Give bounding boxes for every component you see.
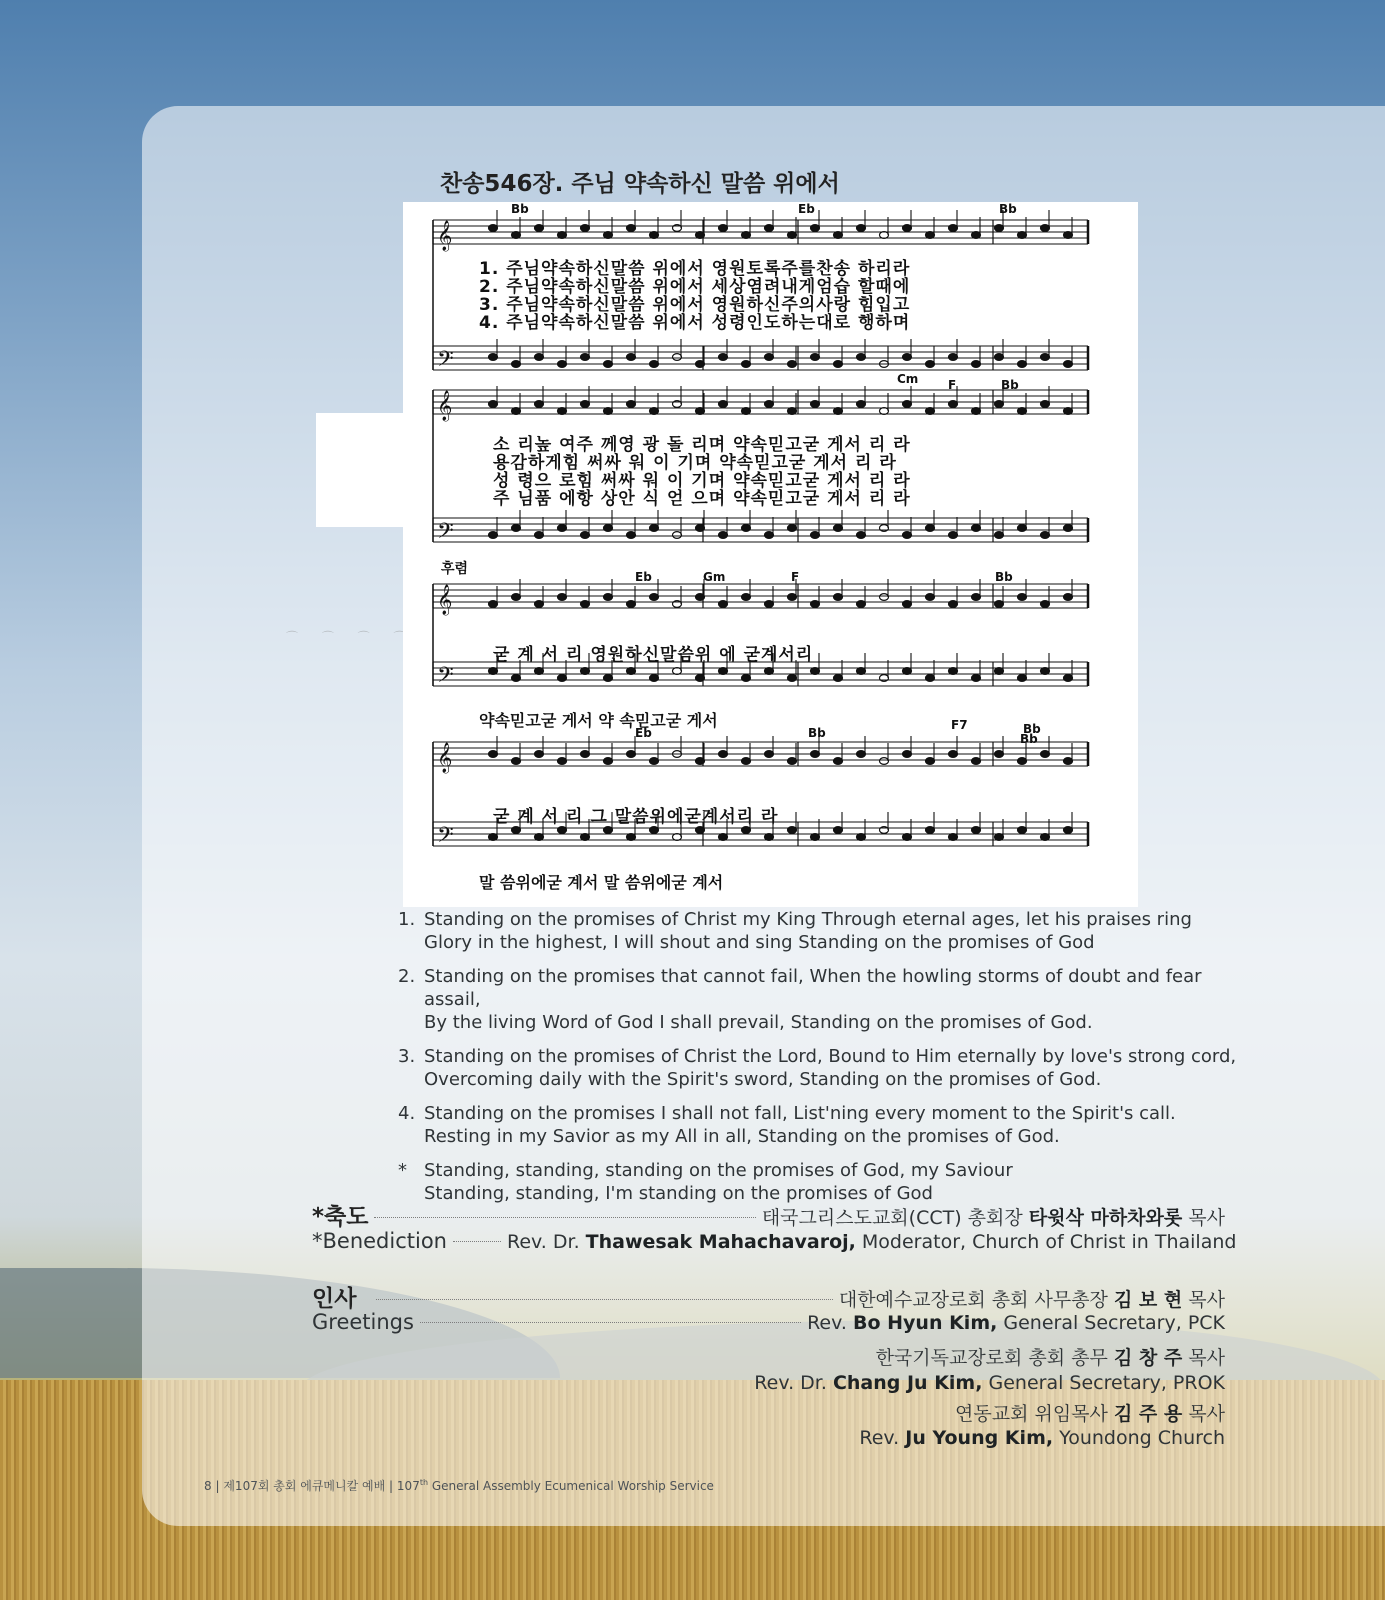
note-head	[581, 668, 590, 675]
note-head	[742, 232, 751, 239]
note-head	[581, 401, 590, 408]
note-head	[880, 232, 889, 239]
note-head	[558, 232, 567, 239]
note-head	[604, 232, 613, 239]
verse-line: Glory in the highest, I will shout and sing Standing on the promises of God	[424, 932, 1095, 953]
verse-line: By the living Word of God I shall prevail, Standing on the promises of God.	[424, 1012, 1093, 1033]
note-head	[788, 594, 797, 601]
note-head	[972, 525, 981, 532]
note-head	[1064, 361, 1073, 368]
note-head	[811, 834, 820, 841]
note-head	[1041, 354, 1050, 361]
note-head	[834, 361, 843, 368]
verse-line: Standing, standing, standing on the promises of God, my Saviour	[424, 1160, 1013, 1181]
note-head	[489, 532, 498, 539]
note-head	[512, 675, 521, 682]
footer-separator: |	[215, 1479, 220, 1493]
treble-clef-icon: 𝄞	[437, 743, 453, 773]
note-head	[1041, 532, 1050, 539]
benediction-korean-row	[312, 1198, 1225, 1231]
note-head	[696, 675, 705, 682]
note-head	[627, 668, 636, 675]
greetings-speaker-2-korean: 한국기독교장로회 총회 총무 김 창 주 목사	[875, 1347, 1225, 1369]
note-head	[627, 751, 636, 758]
note-head	[765, 401, 774, 408]
note-head	[1064, 408, 1073, 415]
verse-item	[398, 1045, 1238, 1091]
note-head	[650, 675, 659, 682]
verse-line: Standing on the promises that cannot fail, When the howling storms of doubt and fear assail,	[424, 966, 1202, 1010]
note-head	[558, 361, 567, 368]
page-number: 8	[204, 1479, 212, 1493]
refrain-lyric-1: 굳 계 서 리 영원하신말씀위 에 굳계서리	[493, 645, 814, 665]
white-patch	[316, 413, 406, 527]
note-head	[949, 668, 958, 675]
note-head	[811, 751, 820, 758]
note-head	[719, 401, 728, 408]
note-head	[696, 525, 705, 532]
note-head	[581, 225, 590, 232]
chord-symbol: Eb	[798, 202, 815, 216]
note-head	[995, 751, 1004, 758]
chord-symbol: Bb	[1023, 722, 1041, 736]
note-head	[1041, 834, 1050, 841]
note-head	[512, 408, 521, 415]
note-head	[903, 668, 912, 675]
verse-line: Resting in my Savior as my All in all, Standing on the promises of God.	[424, 1126, 1060, 1147]
lyric-line: 주 님품 에항 상안 식 얻 으며 약속믿고굳 게서 리 라	[493, 489, 911, 509]
note-head	[1018, 827, 1027, 834]
english-verses	[398, 908, 1238, 1216]
benediction-korean-speaker: 태국그리스도교회(CCT) 총회장 타윗삭 마하차와롯 목사	[761, 1207, 1225, 1229]
greetings-speaker-1-english: Rev. Bo Hyun Kim, General Secretary, PCK	[807, 1312, 1225, 1334]
note-head	[972, 232, 981, 239]
note-head	[558, 594, 567, 601]
note-head	[903, 601, 912, 608]
note-head	[972, 361, 981, 368]
note-head	[995, 225, 1004, 232]
note-head	[489, 601, 498, 608]
lyric-line: 성 령으 로힘 써싸 워 이 기며 약속믿고굳 게서 리 라	[493, 471, 911, 491]
note-head	[627, 354, 636, 361]
note-head	[650, 408, 659, 415]
note-head	[1064, 675, 1073, 682]
treble-clef-icon: 𝄞	[437, 585, 453, 615]
note-head	[627, 532, 636, 539]
note-head	[788, 675, 797, 682]
verse-number: 4.	[398, 1103, 416, 1124]
bass-clef-icon: 𝄢	[437, 823, 454, 853]
note-head	[765, 751, 774, 758]
note-head	[581, 834, 590, 841]
bass-clef-icon: 𝄢	[437, 663, 454, 693]
note-head	[1041, 225, 1050, 232]
note-head	[765, 601, 774, 608]
note-head	[903, 751, 912, 758]
note-head	[811, 668, 820, 675]
note-head	[581, 532, 590, 539]
chord-symbol: Gm	[703, 570, 726, 584]
note-head	[627, 401, 636, 408]
note-head	[581, 751, 590, 758]
note-head	[719, 601, 728, 608]
lyric-line: 1. 주님약속하신말씀 위에서 영원토록주를찬송 하리라	[479, 259, 911, 279]
note-head	[742, 594, 751, 601]
note-head	[489, 225, 498, 232]
note-head	[1041, 601, 1050, 608]
note-head	[535, 834, 544, 841]
lyric-line: 4. 주님약속하신말씀 위에서 성령인도하는대로 행하며	[479, 313, 911, 333]
note-head	[995, 668, 1004, 675]
note-head	[903, 401, 912, 408]
note-head	[972, 408, 981, 415]
note-head	[765, 354, 774, 361]
note-head	[857, 601, 866, 608]
verse-number: 2.	[398, 966, 416, 987]
treble-clef-icon: 𝄞	[437, 391, 453, 421]
leader-dots	[453, 1241, 501, 1242]
note-head	[1018, 594, 1027, 601]
note-head	[995, 401, 1004, 408]
note-head	[558, 758, 567, 765]
note-head	[696, 408, 705, 415]
note-head	[1041, 668, 1050, 675]
note-head	[1041, 751, 1050, 758]
note-head	[926, 361, 935, 368]
note-head	[627, 225, 636, 232]
note-head	[949, 601, 958, 608]
note-head	[995, 601, 1004, 608]
note-head	[535, 751, 544, 758]
note-head	[811, 354, 820, 361]
refrain-bass-lyric-2: 말 씀위에굳 계서 말 씀위에굳 계서	[479, 873, 724, 892]
note-head	[811, 401, 820, 408]
note-head	[834, 232, 843, 239]
note-head	[834, 408, 843, 415]
greetings-speaker-1-korean: 대한예수교장로회 총회 사무총장 김 보 현 목사	[838, 1289, 1225, 1311]
note-head	[604, 675, 613, 682]
note-head	[1018, 361, 1027, 368]
note-head	[811, 601, 820, 608]
lyrics-block-1	[479, 260, 910, 332]
note-head	[742, 525, 751, 532]
note-head	[650, 758, 659, 765]
benediction-english-heading: *Benediction	[312, 1229, 447, 1253]
leader-dots	[376, 1299, 832, 1300]
note-head	[673, 532, 682, 539]
note-head	[581, 354, 590, 361]
verse-line: Standing on the promises of Christ my King Through eternal ages, let his praises ring	[424, 909, 1192, 930]
note-head	[811, 532, 820, 539]
note-head	[788, 361, 797, 368]
lyric-line: 용감하게힘 써싸 워 이 기며 약속믿고굳 게서 리 라	[493, 453, 897, 473]
chord-symbol: F7	[951, 718, 968, 732]
note-head	[489, 751, 498, 758]
note-head	[650, 594, 659, 601]
note-head	[1064, 232, 1073, 239]
benediction-english-row	[312, 1229, 1237, 1253]
note-head	[719, 225, 728, 232]
note-head	[489, 401, 498, 408]
chord-symbol: Bb	[1020, 732, 1038, 746]
note-head	[696, 361, 705, 368]
note-head	[834, 594, 843, 601]
greetings-speaker-2-english: Rev. Dr. Chang Ju Kim, General Secretary, PROK	[754, 1372, 1225, 1394]
note-head	[696, 758, 705, 765]
note-head	[742, 408, 751, 415]
note-head	[604, 525, 613, 532]
verse-item	[398, 908, 1238, 954]
note-head	[972, 675, 981, 682]
note-head	[949, 751, 958, 758]
chord-symbol: Eb	[635, 570, 652, 584]
note-head	[719, 668, 728, 675]
verse-text	[424, 1045, 1236, 1091]
note-head	[857, 834, 866, 841]
chord-symbol: F	[948, 378, 957, 392]
note-head	[880, 758, 889, 765]
note-head	[581, 601, 590, 608]
greetings-korean-row	[312, 1280, 1225, 1313]
note-head	[673, 668, 682, 675]
note-head	[995, 354, 1004, 361]
note-head	[719, 751, 728, 758]
greetings-speaker-3-english: Rev. Ju Young Kim, Youndong Church	[859, 1427, 1225, 1449]
benediction-english-speaker: Rev. Dr. Thawesak Mahachavaroj, Moderator, Church of Christ in Thailand	[507, 1231, 1237, 1253]
note-head	[880, 408, 889, 415]
note-head	[604, 594, 613, 601]
note-head	[1018, 232, 1027, 239]
verse-text	[424, 965, 1238, 1034]
note-head	[512, 525, 521, 532]
note-head	[627, 601, 636, 608]
lyrics-block-2	[493, 436, 911, 508]
note-head	[834, 758, 843, 765]
verse-number: 1.	[398, 909, 416, 930]
note-head	[880, 594, 889, 601]
verse-line: Standing on the promises I shall not fall, List'ning every moment to the Spirit's call.	[424, 1103, 1176, 1124]
greetings-speaker-3-korean: 연동교회 위임목사 김 주 용 목사	[955, 1403, 1225, 1425]
note-head	[512, 232, 521, 239]
note-head	[535, 668, 544, 675]
note-head	[696, 232, 705, 239]
footer-korean-title: 제107회 총회 에큐메니칼 예배	[223, 1479, 386, 1493]
note-head	[558, 525, 567, 532]
note-head	[857, 225, 866, 232]
note-head	[604, 361, 613, 368]
chord-symbol: Bb	[511, 202, 529, 216]
note-head	[489, 834, 498, 841]
note-head	[949, 401, 958, 408]
note-head	[650, 827, 659, 834]
note-head	[535, 532, 544, 539]
note-head	[834, 827, 843, 834]
note-head	[604, 408, 613, 415]
refrain-label: 후렴	[441, 561, 469, 577]
verse-item	[398, 965, 1238, 1034]
greetings-english-heading: Greetings	[312, 1310, 414, 1334]
note-head	[696, 594, 705, 601]
chord-symbol: Bb	[995, 570, 1013, 584]
note-head	[535, 354, 544, 361]
note-head	[742, 361, 751, 368]
note-head	[788, 408, 797, 415]
sheet-music	[403, 202, 1138, 907]
note-head	[903, 834, 912, 841]
note-head	[719, 532, 728, 539]
note-head	[489, 668, 498, 675]
note-head	[673, 354, 682, 361]
lyric-line: 2. 주님약속하신말씀 위에서 세상염려내게엄습 할때에	[479, 277, 911, 297]
note-head	[972, 827, 981, 834]
treble-clef-icon: 𝄞	[437, 221, 453, 251]
verse-line: Standing on the promises of Christ the Lord, Bound to Him eternally by love's strong cord,	[424, 1046, 1237, 1067]
note-head	[650, 361, 659, 368]
footer-english-number: 107	[396, 1479, 420, 1493]
note-head	[558, 827, 567, 834]
note-head	[512, 361, 521, 368]
note-head	[742, 675, 751, 682]
note-head	[949, 834, 958, 841]
note-head	[696, 827, 705, 834]
note-head	[903, 354, 912, 361]
chord-symbol: Bb	[808, 726, 826, 740]
note-head	[489, 354, 498, 361]
note-head	[742, 827, 751, 834]
lyric-line: 3. 주님약속하신말씀 위에서 영원하신주의사랑 힘입고	[479, 295, 911, 315]
note-head	[972, 758, 981, 765]
note-head	[1064, 594, 1073, 601]
verse-item	[398, 1102, 1238, 1148]
note-head	[788, 525, 797, 532]
note-head	[558, 408, 567, 415]
footer-separator: |	[389, 1479, 394, 1493]
note-head	[857, 401, 866, 408]
note-head	[1041, 401, 1050, 408]
lyric-line: 소 리높 여주 께영 광 돌 리며 약속믿고굳 게서 리 라	[493, 435, 911, 455]
note-head	[1064, 525, 1073, 532]
note-head	[1018, 408, 1027, 415]
note-head	[765, 668, 774, 675]
note-head	[903, 225, 912, 232]
note-head	[926, 594, 935, 601]
verse-line: Standing, standing, I'm standing on the promises of God	[424, 1183, 933, 1204]
note-head	[926, 525, 935, 532]
benediction-korean-heading: *축도	[312, 1204, 369, 1230]
note-head	[788, 232, 797, 239]
note-head	[627, 834, 636, 841]
note-head	[1064, 758, 1073, 765]
leader-dots	[374, 1217, 755, 1218]
bass-clef-icon: 𝄢	[437, 519, 454, 549]
note-head	[995, 532, 1004, 539]
chord-symbol: Bb	[1001, 378, 1019, 392]
note-head	[834, 525, 843, 532]
note-head	[788, 758, 797, 765]
note-head	[972, 594, 981, 601]
note-head	[765, 532, 774, 539]
footer-english-title: General Assembly Ecumenical Worship Service	[431, 1479, 714, 1493]
note-head	[926, 232, 935, 239]
bass-clef-icon: 𝄢	[437, 347, 454, 377]
note-head	[834, 675, 843, 682]
note-head	[926, 675, 935, 682]
note-head	[926, 827, 935, 834]
note-head	[949, 225, 958, 232]
note-head	[650, 232, 659, 239]
note-head	[1018, 675, 1027, 682]
note-head	[558, 675, 567, 682]
note-head	[719, 834, 728, 841]
verse-line: Overcoming daily with the Spirit's sword, Standing on the promises of God.	[424, 1069, 1102, 1090]
chord-symbol: Cm	[897, 372, 919, 386]
chord-symbol: Eb	[635, 726, 652, 740]
note-head	[673, 834, 682, 841]
note-head	[1064, 827, 1073, 834]
greetings-english-row	[312, 1310, 1225, 1334]
note-head	[949, 532, 958, 539]
note-head	[512, 758, 521, 765]
note-head	[857, 354, 866, 361]
refrain-lyric-2: 굳 계 서 리 그 말씀위에굳계서리 라	[493, 807, 779, 827]
note-head	[535, 601, 544, 608]
hymn-title: 찬송546장. 주님 약속하신 말씀 위에서	[440, 171, 840, 197]
note-head	[765, 834, 774, 841]
note-head	[1018, 758, 1027, 765]
note-head	[1018, 525, 1027, 532]
note-head	[719, 354, 728, 361]
note-head	[535, 401, 544, 408]
note-head	[811, 225, 820, 232]
page-footer	[204, 1477, 714, 1494]
note-head	[650, 525, 659, 532]
note-head	[604, 758, 613, 765]
footer-ordinal-suffix: th	[419, 1478, 429, 1487]
note-head	[995, 834, 1004, 841]
note-head	[857, 751, 866, 758]
chord-symbol: F	[791, 570, 800, 584]
verse-number: 3.	[398, 1046, 416, 1067]
note-head	[857, 532, 866, 539]
verse-text	[424, 908, 1192, 954]
verse-number: *	[398, 1160, 407, 1181]
leader-dots	[420, 1322, 801, 1323]
note-head	[788, 827, 797, 834]
note-head	[765, 225, 774, 232]
note-head	[949, 354, 958, 361]
note-head	[903, 532, 912, 539]
note-head	[535, 225, 544, 232]
note-head	[742, 758, 751, 765]
note-head	[926, 758, 935, 765]
verse-text	[424, 1102, 1176, 1148]
note-head	[857, 668, 866, 675]
refrain-bass-lyric-1: 약속믿고굳 게서 약 속믿고굳 게서	[479, 711, 718, 730]
note-head	[604, 827, 613, 834]
greetings-korean-heading: 인사	[312, 1286, 357, 1312]
note-head	[926, 408, 935, 415]
note-head	[512, 594, 521, 601]
chord-symbol: Bb	[999, 202, 1017, 216]
note-head	[512, 827, 521, 834]
